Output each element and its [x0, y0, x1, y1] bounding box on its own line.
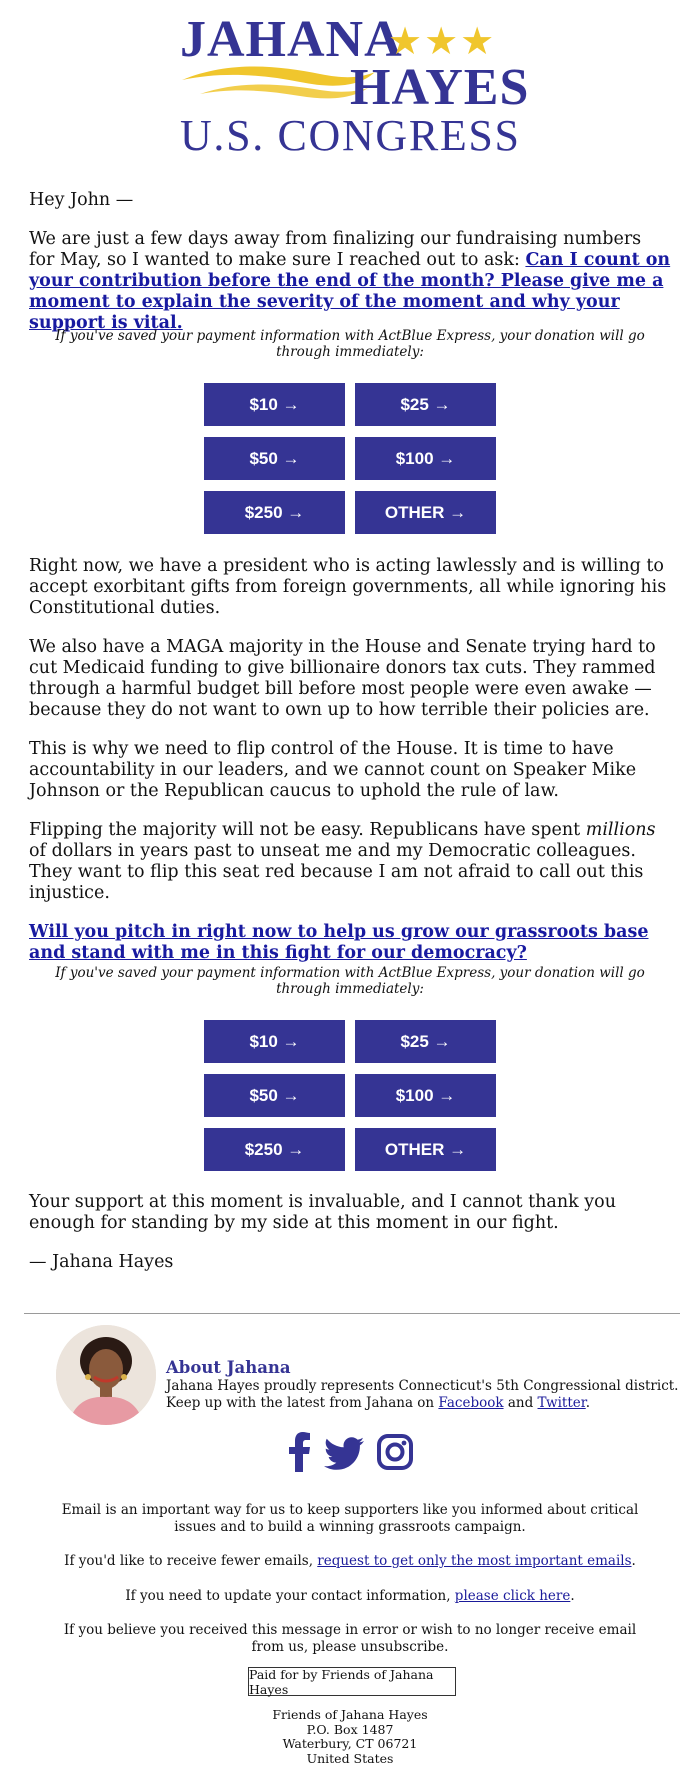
donate-other-button[interactable]: OTHER →: [355, 1128, 496, 1171]
twitter-link[interactable]: Twitter: [537, 1395, 586, 1411]
letter-body-2: [29, 556, 671, 982]
donate-grid-1: [204, 383, 496, 534]
footer-paragraph-3: [50, 1588, 650, 1605]
mailing-address: [0, 1708, 700, 1766]
donate-100-button[interactable]: $100 →: [355, 437, 496, 480]
about-line-2-text: Keep up with the latest from Jahana on: [166, 1395, 439, 1411]
about-line-2: [166, 1395, 590, 1412]
donate-other-button[interactable]: OTHER →: [355, 491, 496, 534]
donate-25-button[interactable]: $25 →: [355, 383, 496, 426]
facebook-link[interactable]: Facebook: [438, 1395, 504, 1411]
donate-50-button[interactable]: $50 →: [204, 437, 345, 480]
donate-25-button[interactable]: $25 →: [355, 1020, 496, 1063]
closing-paragraph: Your support at this moment is invaluable, and I cannot thank you enough for standing by my side at this moment in our fight.: [29, 1192, 616, 1233]
donate-grid-2: [204, 1020, 496, 1171]
address-line-2: P.O. Box 1487: [306, 1721, 394, 1737]
footer-divider: [24, 1313, 680, 1314]
facebook-icon[interactable]: [286, 1432, 312, 1476]
logo-line3: U.S. CONGRESS: [180, 111, 520, 158]
twitter-icon[interactable]: [324, 1432, 364, 1476]
about-and: and: [503, 1395, 538, 1411]
logo-stars: ★★★: [388, 19, 497, 63]
greeting: Hey John —: [29, 190, 134, 210]
about-section: [56, 1325, 679, 1425]
donate-10-button[interactable]: $10 →: [204, 1020, 345, 1063]
intro-cta-link[interactable]: Can I count on your contribution before the end of the month? Please give me a moment to explain the severity of the moment and why your support is vital.: [29, 250, 671, 333]
logo-swoosh-2: [200, 85, 368, 99]
intro-text: We are just a few days away from finalizing our fundraising numbers for May, so I wanted to make sure I reached out to ask:: [29, 229, 642, 270]
cta-paragraph-2: [29, 922, 671, 964]
donate-10-button[interactable]: $10 →: [204, 383, 345, 426]
donate-250-button[interactable]: $250 →: [204, 491, 345, 534]
paragraph-3: This is why we need to flip control of the House. It is time to have accountability in our leaders, and we cannot count on Speaker Mike Johnson or the Republican caucus to uphold the rule of law.: [29, 739, 637, 801]
paragraph-4-end: of dollars in years past to unseat me and my Democratic colleagues. They want to flip this seat red because I am not afraid to call out this injustice.: [29, 841, 644, 903]
about-title: About Jahana: [166, 1358, 291, 1377]
intro-paragraph: [29, 229, 671, 334]
instagram-icon[interactable]: [376, 1432, 414, 1476]
social-icons: [0, 1432, 700, 1476]
update-contact-link[interactable]: please click here: [454, 1588, 571, 1604]
fewer-emails-link[interactable]: request to get only the most important emails: [317, 1553, 632, 1569]
donate-100-button[interactable]: $100 →: [355, 1074, 496, 1117]
letter-closing: [29, 1192, 671, 1291]
address-line-1: Friends of Jahana Hayes: [272, 1707, 428, 1722]
about-line-1: Jahana Hayes proudly represents Connecticut's 5th Congressional district.: [166, 1378, 679, 1394]
avatar: [56, 1325, 156, 1425]
footer-paragraph-1: Email is an important way for us to keep supporters like you informed about critical issues and to build a winning grassroots campaign.: [61, 1502, 639, 1535]
paragraph-2: We also have a MAGA majority in the House and Senate trying hard to cut Medicaid funding to give billionaire donors tax cuts. They rammed through a harmful budget bill before most people were even awake — because they do not want to own up to how terrible their policies are.: [29, 637, 656, 720]
about-period: .: [585, 1395, 591, 1411]
logo-swoosh: [182, 67, 375, 86]
logo-line2: HAYES: [350, 59, 530, 116]
express-note: If you've saved your payment information with ActBlue Express, your donation will go through immediately:: [55, 328, 645, 360]
donate-250-button[interactable]: $250 →: [204, 1128, 345, 1171]
footer-p3-text: If you need to update your contact information,: [125, 1588, 455, 1604]
paragraph-4-emphasis: millions: [585, 820, 656, 840]
cta-link-2[interactable]: Will you pitch in right now to help us grow our grassroots base and stand with me in this fight for our democracy?: [29, 922, 649, 963]
paid-for-box: Paid for by Friends of Jahana Hayes: [248, 1667, 456, 1696]
address-line-4: United States: [306, 1750, 394, 1766]
footer-paragraph-2: [50, 1553, 650, 1570]
donate-50-button[interactable]: $50 →: [204, 1074, 345, 1117]
footer-p2-end: .: [631, 1553, 636, 1569]
paragraph-4-start: Flipping the majority will not be easy. Republicans have spent: [29, 820, 586, 840]
express-note-2: If you've saved your payment information with ActBlue Express, your donation will go through immediately:: [55, 965, 645, 997]
footer-p3-end: .: [570, 1588, 575, 1604]
paragraph-1: Right now, we have a president who is acting lawlessly and is willing to accept exorbitant gifts from foreign governments, all while ignoring his Constitutional duties.: [29, 556, 667, 618]
logo-line1: JAHANA: [180, 11, 403, 68]
footer-p2-text: If you'd like to receive fewer emails,: [64, 1553, 318, 1569]
paragraph-4: [29, 820, 671, 904]
footer-paragraph-4: If you believe you received this message in error or wish to no longer receive email from us, please unsubscribe.: [63, 1622, 637, 1655]
donate-grid-1-wrap: [0, 383, 700, 534]
address-line-3: Waterbury, CT 06721: [282, 1736, 418, 1751]
signature: — Jahana Hayes: [29, 1252, 174, 1272]
donate-grid-2-wrap: [0, 1020, 700, 1171]
campaign-logo: [0, 8, 700, 158]
